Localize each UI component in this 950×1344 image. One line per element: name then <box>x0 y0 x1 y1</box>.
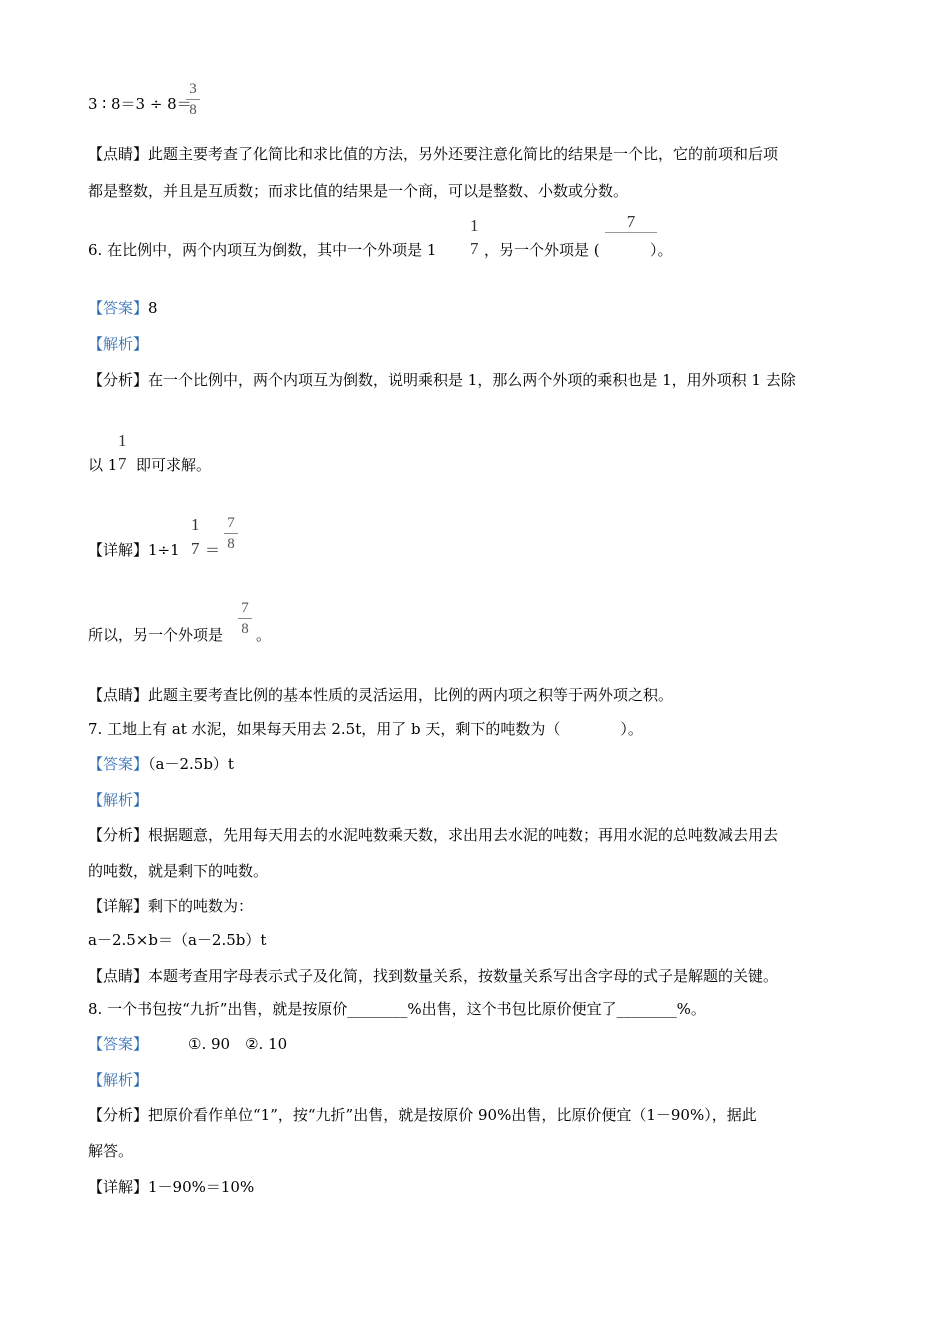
ratio-line <box>88 94 192 114</box>
fraction-bar <box>186 99 200 100</box>
fraction-numerator: 3 <box>189 81 197 97</box>
q8-fenxi-1: 【分析】把原价看作单位“1”，按“九折”出售，就是按原价 90%出售，比原价便宜（1－90%），据此 <box>88 1106 757 1124</box>
q6-fenxi-2-a: 以 1 <box>88 456 118 474</box>
q6-fenxi-2-b: 即可求解。 <box>136 456 212 474</box>
fraction-denominator: 8 <box>227 536 235 552</box>
q7-dianjing: 【点睛】本题考查用字母表示式子及化简，找到数量关系，按数量关系写出含字母的式子是解题的关键。 <box>88 967 779 985</box>
dianjing-line-1: 【点睛】此题主要考查了化简比和求比值的方法，另外还要注意化简比的结果是一个比，它的前项和后项 <box>88 145 779 163</box>
question-6-text-b: ，另一个外项是 ( <box>484 241 600 259</box>
fraction-denominator: 8 <box>189 102 197 118</box>
q6-blank-top: 7 <box>605 212 657 233</box>
q6-dianjing: 【点睛】此题主要考查比例的基本性质的灵活运用，比例的两内项之积等于两外项之积。 <box>88 686 674 704</box>
q8-fenxi-2: 解答。 <box>88 1142 134 1160</box>
q6-fenxi-mixed-bottom: 7 <box>118 454 127 473</box>
q6-suoyi <box>88 625 223 645</box>
ratio-text: 3 ∶ 8＝3 ÷ 8＝ <box>88 95 192 113</box>
q6-xiangjie-mixed-bottom: 7 <box>191 539 200 558</box>
question-8: 8. 一个书包按“九折”出售，就是按原价________%出售，这个书包比原价便宜了________%。 <box>88 1000 706 1018</box>
question-6-text-c: ）。 <box>650 241 673 259</box>
q6-xiangjie-eq: ＝ <box>205 541 221 559</box>
question-6-text-a: 6. 在比例中，两个内项互为倒数，其中一个外项是 1 <box>88 241 437 259</box>
q7-answer <box>88 754 234 774</box>
q8-xiangjie: 【详解】1－90%＝10% <box>88 1178 255 1196</box>
fraction-7-8-b <box>238 599 252 638</box>
answer-value: ①. 90 ②. 10 <box>188 1035 288 1053</box>
fraction-numerator: 7 <box>227 515 235 531</box>
fraction-bar <box>224 533 238 534</box>
answer-value: 8 <box>148 299 158 317</box>
q8-answer <box>88 1034 287 1054</box>
q6-xiangjie <box>88 540 180 560</box>
q7-jiexi: 【解析】 <box>88 791 149 809</box>
q6-xiangjie-a: 【详解】1÷1 <box>88 541 180 559</box>
answer-label: 【答案】 <box>88 755 149 773</box>
q7-fenxi-1: 【分析】根据题意，先用每天用去的水泥吨数乘天数，求出用去水泥的吨数；再用水泥的总吨数减去用去 <box>88 826 779 844</box>
fraction-numerator: 7 <box>241 600 249 616</box>
q7-equation: a－2.5×b＝（a－2.5b）t <box>88 931 267 949</box>
answer-label: 【答案】 <box>88 299 149 317</box>
question-6 <box>88 240 436 260</box>
q6-fenxi: 【分析】在一个比例中，两个内项互为倒数，说明乘积是 1，那么两个外项的乘积也是 1，用外项积 1 去除 <box>88 371 796 389</box>
q8-jiexi: 【解析】 <box>88 1071 149 1089</box>
fraction-denominator: 8 <box>241 621 249 637</box>
q6-mixed-top: 1 <box>470 216 479 235</box>
q6-fenxi-2 <box>88 455 117 475</box>
dianjing-line-2: 都是整数，并且是互质数；而求比值的结果是一个商，可以是整数、小数或分数。 <box>88 182 629 200</box>
q6-suoyi-a: 所以，另一个外项是 <box>88 626 224 644</box>
q6-mixed-bottom: 7 <box>470 239 479 258</box>
q7-fenxi-2: 的吨数，就是剩下的吨数。 <box>88 862 269 880</box>
answer-label: 【答案】 <box>88 1035 149 1053</box>
fraction-bar <box>238 618 252 619</box>
q6-xiangjie-mixed-top: 1 <box>191 515 200 534</box>
q6-jiexi: 【解析】 <box>88 335 149 353</box>
q6-suoyi-b: 。 <box>256 626 272 644</box>
fraction-3-8 <box>186 80 200 119</box>
fraction-7-8-a <box>224 514 238 553</box>
question-7: 7. 工地上有 at 水泥，如果每天用去 2.5t，用了 b 天，剩下的吨数为（ ）。 <box>88 720 643 738</box>
answer-value: （a－2.5b）t <box>148 755 234 773</box>
q6-fenxi-mixed-top: 1 <box>118 431 127 450</box>
q7-xiangjie: 【详解】剩下的吨数为： <box>88 897 254 915</box>
q6-answer <box>88 298 158 318</box>
